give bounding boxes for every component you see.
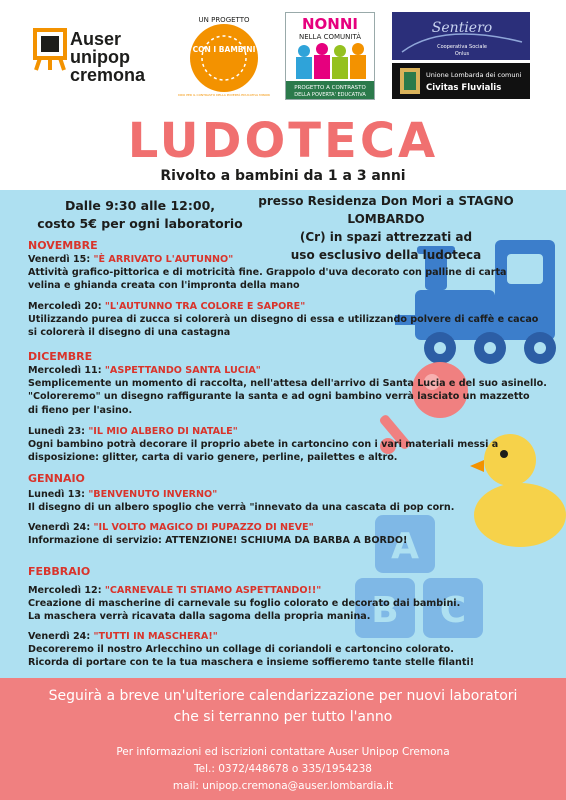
event-desc: Semplicemente un momento di raccolta, nell'attesa dell'arrivo di Santa Lucia e del suo asinello. <box>28 378 547 390</box>
nonni-line-4: DELLA POVERTA' EDUCATIVA <box>294 92 366 98</box>
event-item <box>28 300 548 340</box>
event-desc: La maschera verrà ricavata dalla sagoma della propria manina. <box>28 611 371 623</box>
event-day: Mercoledì 11: <box>28 365 102 376</box>
event-title: "ASPETTANDO SANTA LUCIA" <box>104 365 261 376</box>
civitas-logo <box>392 63 530 99</box>
conibambini-top: UN PROGETTO <box>198 16 250 24</box>
nonni-line-2: NELLA COMUNITÀ <box>298 33 362 41</box>
event-day: Venerdì 15: <box>28 254 91 265</box>
page-subtitle: Rivolto a bambini da 1 a 3 anni <box>160 168 406 184</box>
footer-contact <box>0 744 566 795</box>
event-day: Mercoledì 20: <box>28 301 102 312</box>
event-day: Mercoledì 12: <box>28 585 102 596</box>
event-desc: velina e ghianda creata con l'impronta della mano <box>28 280 300 292</box>
contact-email[interactable]: mail: unipop.cremona@auser.lombardia.it <box>172 780 394 792</box>
event-title: "IL MIO ALBERO DI NATALE" <box>88 426 238 437</box>
schedule-line-1: Dalle 9:30 alle 12:00, <box>64 198 216 213</box>
event-title: "TUTTI IN MASCHERA!" <box>93 631 218 642</box>
event-item <box>28 521 548 547</box>
schedule-info <box>30 197 250 233</box>
event-title: "IL VOLTO MAGICO DI PUPAZZO DI NEVE" <box>93 522 314 533</box>
event-desc: Decoreremo il nostro Arlecchino un collage di coriandoli e cartoncino colorato. <box>28 644 454 656</box>
contact-line: Per informazioni ed iscrizioni contattare Auser Unipop Cremona <box>116 746 450 758</box>
footer-announcement <box>0 686 566 728</box>
svg-text:B: B <box>371 590 399 631</box>
header-logos <box>0 0 566 105</box>
event-desc: Utilizzando purea di zucca si colorerà un disegno di essa e utilizzando polvere di caffè e cacao <box>28 314 539 326</box>
civitas-line-2: Civitas Fluvialis <box>426 83 502 93</box>
event-item <box>28 253 548 293</box>
event-desc: di fieno per l'asino. <box>28 404 133 416</box>
conibambini-logo <box>178 12 270 98</box>
event-day: Venerdì 24: <box>28 522 91 533</box>
location-line-1: presso Residenza Don Mori a STAGNO LOMBARDO <box>258 194 514 226</box>
announcement-line-2: che si terranno per tutto l'anno <box>173 709 393 725</box>
month-gennaio: GENNAIO <box>28 472 85 485</box>
event-desc: Il disegno di un albero spoglio che verrà "innevato da una cascata di pop corn. <box>28 502 455 514</box>
event-desc: si colorerà il disegno di una castagna <box>28 327 231 339</box>
event-title: "BENVENUTO INVERNO" <box>88 489 218 500</box>
event-desc: Ogni bambino potrà decorare il proprio abete in cartoncino con i vari materiali messi a <box>28 439 499 451</box>
event-title: "L'AUTUNNO TRA COLORE E SAPORE" <box>104 301 306 312</box>
sentiero-logo <box>392 12 530 60</box>
location-line-3: uso esclusivo della ludoteca <box>290 248 482 262</box>
sentiero-sub-1: Cooperativa Sociale <box>437 44 487 50</box>
page-title: LUDOTECA <box>127 113 439 169</box>
event-day: Lunedì 13: <box>28 489 85 500</box>
conibambini-main: CON I BAMBINI <box>192 45 256 54</box>
month-dicembre: DICEMBRE <box>28 350 93 363</box>
auser-logo <box>28 22 168 92</box>
nonni-line-3: PROGETTO A CONTRASTO <box>294 85 366 91</box>
sentiero-name: Sentiero <box>431 20 493 36</box>
event-desc: Creazione di mascherine di carnevale su foglio colorato e decorato dai bambini. <box>28 598 461 610</box>
event-desc: Informazione di servizio: ATTENZIONE! SCHIUMA DA BARBA A BORDO! <box>28 535 408 547</box>
event-desc: Ricorda di portare con te la tua maschera e insieme soffieremo tante stelle filanti! <box>28 657 475 669</box>
schedule-line-2: costo 5€ per ogni laboratorio <box>37 216 243 231</box>
event-title: "È ARRIVATO L'AUTUNNO" <box>93 254 234 265</box>
auser-line-2: unipop <box>70 47 130 67</box>
location-line-2: (Cr) in spazi attrezzati ad <box>299 230 473 244</box>
auser-line-1: Auser <box>70 29 122 49</box>
event-item <box>28 584 548 624</box>
event-item <box>28 364 548 417</box>
auser-mark-icon <box>32 28 68 72</box>
event-title: "CARNEVALE TI STIAMO ASPETTANDO!!" <box>104 585 322 596</box>
civitas-line-1: Unione Lombarda dei comuni <box>426 71 522 79</box>
event-desc: Attività grafico-pittorica e di motricità fine. Grappolo d'uva decorato con palline di carta <box>28 267 507 279</box>
nonni-logo <box>285 12 375 100</box>
event-desc: "Coloreremo" un disegno raffigurante la santa e ad ogni bambino verrà lasciato un mazzetto <box>28 391 530 403</box>
sentiero-sub-2: Onlus <box>454 51 470 57</box>
conibambini-small: FONDO PER IL CONTRASTO DELLA POVERTÀ EDUCATIVA MINORILE <box>178 93 270 97</box>
event-item <box>28 630 548 670</box>
contact-phone[interactable]: Tel.: 0372/448678 o 335/1954238 <box>193 763 372 775</box>
month-febbraio: FEBBRAIO <box>28 565 91 578</box>
event-desc: disposizione: glitter, carta di vario genere, perline, pailettes e altro. <box>28 452 398 464</box>
event-item <box>28 488 548 514</box>
svg-text:A: A <box>391 526 419 567</box>
event-item <box>28 425 548 465</box>
auser-line-3: cremona <box>70 65 146 85</box>
month-novembre: NOVEMBRE <box>28 239 98 252</box>
announcement-line-1: Seguirà a breve un'ulteriore calendarizzazione per nuovi laboratori <box>48 688 518 704</box>
nonni-line-1: NONNI <box>302 15 358 33</box>
svg-text:C: C <box>439 590 467 631</box>
event-day: Lunedì 23: <box>28 426 85 437</box>
event-day: Venerdì 24: <box>28 631 91 642</box>
